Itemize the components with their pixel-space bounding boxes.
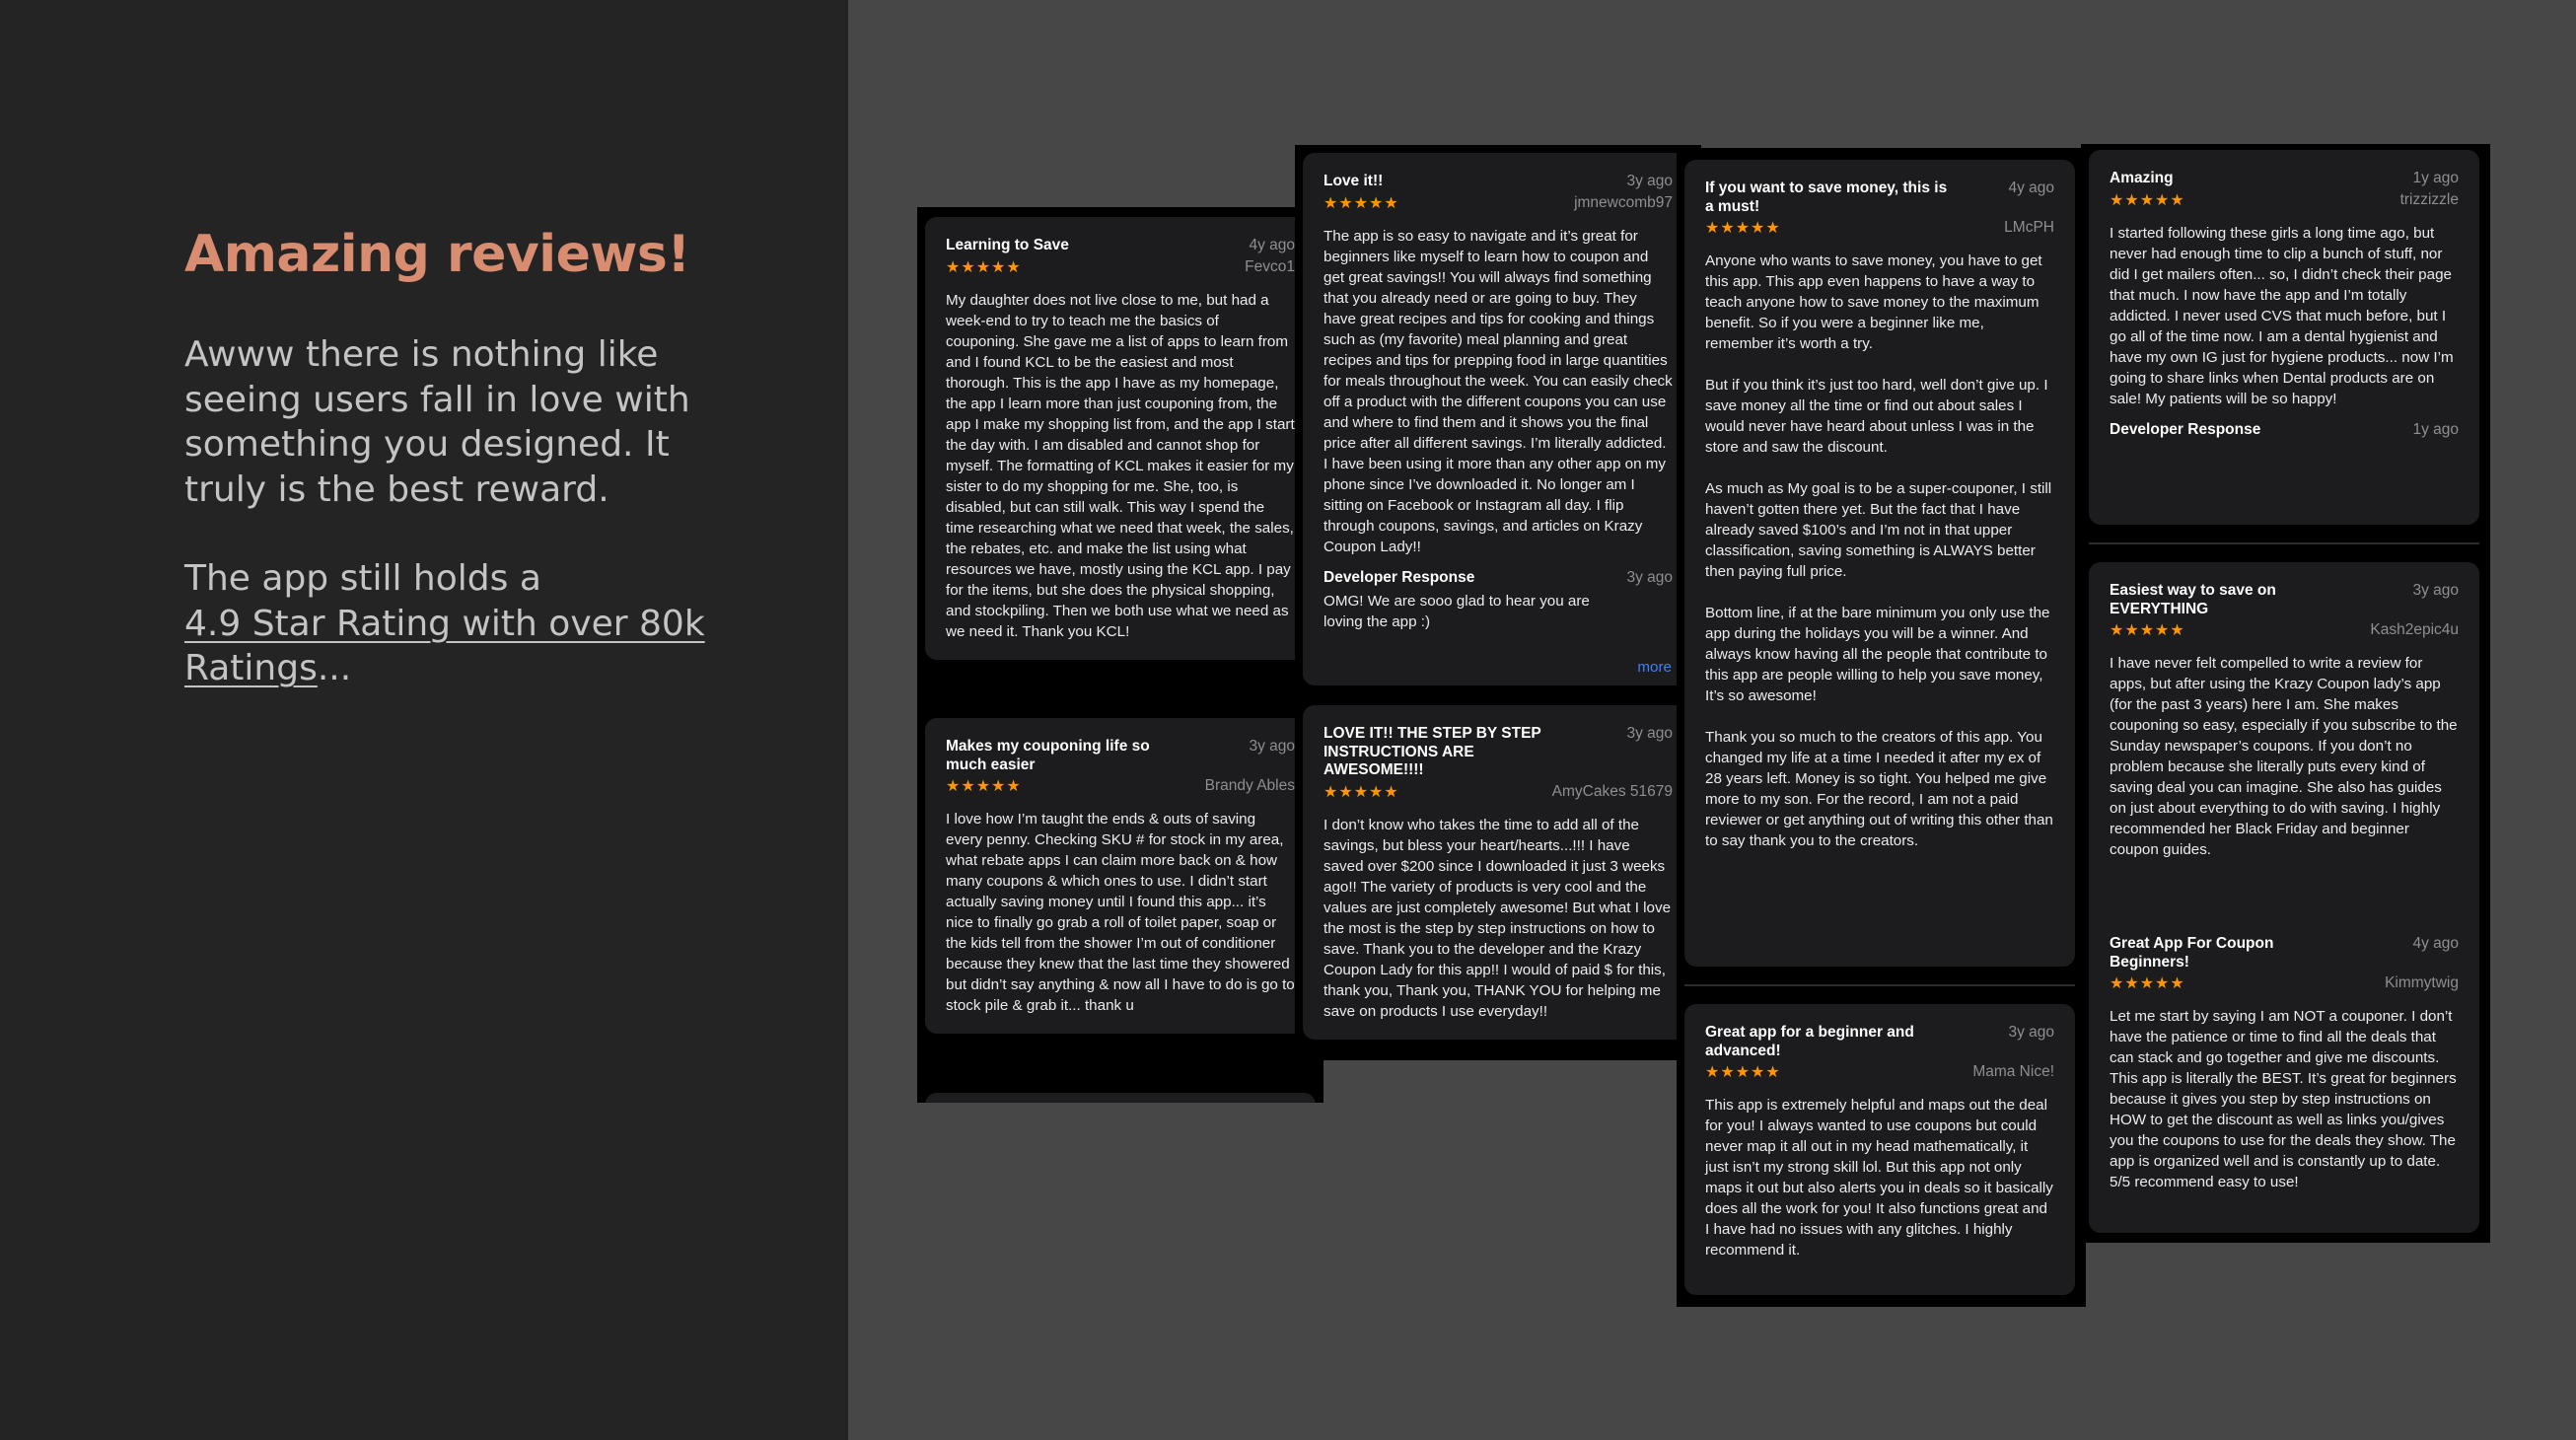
review-author: Kash2epic4u <box>2370 621 2459 638</box>
review-author: Kimmytwig <box>2385 974 2459 991</box>
review-body: This app is extremely helpful and maps out the deal for you! I always wanted to use coupons but could never map it all out in my head mathematically, it just isn’t my strong skill lol. But this app not only maps it out but also alerts you in deals so it basically does all the work for you! It also functions great and I have had no issues with any glitches. I highly recommend it. <box>1705 1097 2053 1259</box>
rating-lead-text: The app still holds a <box>184 558 541 599</box>
developer-response-label: Developer Response <box>2110 420 2261 438</box>
next-review-card-edge <box>925 1093 1316 1103</box>
review-date: 4y ago <box>2008 180 2054 196</box>
review-title: Learning to Save <box>946 237 1069 253</box>
review-author: AmyCakes 51679 <box>1551 782 1673 800</box>
review-author: Mama Nice! <box>1972 1063 2054 1080</box>
review-card <box>925 718 1316 1034</box>
card-divider <box>1684 984 2075 986</box>
intro-paragraph: Awww there is nothing like seeing users fall in love with something you designed. It truly is the best reward. <box>184 334 690 510</box>
review-body: I don’t know who takes the time to add all of the savings, but bless your heart/hearts...!!! I have saved over $200 since I downloaded it just 3 weeks ago!! The variety of products is very cool and the values are just completely awesome! But what I love the most is the step by step instructions on how to save. Thank you to the developer and the Krazy Coupon Lady for this app!! I would of paid $ for this, thank you, Thank you, THANK YOU for helping me save on products I use everyday!! <box>1324 816 1672 1020</box>
review-card <box>2089 150 2479 525</box>
intro-panel <box>0 0 848 1440</box>
review-title: Makes my couponing life so much easier <box>946 738 1150 773</box>
review-date: 1y ago <box>2412 170 2459 186</box>
review-screenshot-4 <box>2081 144 2490 1243</box>
review-author: LMcPH <box>2004 219 2054 236</box>
review-title: Great App For Coupon Beginners! <box>2110 935 2274 971</box>
review-card <box>1684 160 2075 967</box>
developer-response-label: Developer Response <box>1324 568 1475 586</box>
review-body: My daughter does not live close to me, but had a week-end to try to teach me the basics of couponing. She gave me a list of apps to learn from and I found KCL to be the easiest and most thorough. This is the app I have as my homepage, the app I learn more than just couponing from, the app I make my shopping list from, and the app I start the day with. I am disabled and cannot shop for myself. The formatting of KCL makes it easier for my sister to do my shopping for me. She, too, is disabled, but can still walk. This way I spend the time researching what we need that week, the sales, the rebates, etc. and make the list using what resources we have, mostly using the KCL app. I pay for the items, but she does the physical shopping, and stockpiling. Then we both use what we need as we need it. Thank you KCL! <box>946 291 1295 640</box>
review-date: 3y ago <box>2008 1024 2054 1041</box>
review-title: Easiest way to save on EVERYTHING <box>2110 582 2276 617</box>
review-card <box>1303 705 1693 1040</box>
review-card <box>1303 153 1693 685</box>
review-date: 3y ago <box>1249 738 1295 755</box>
star-rating-icon: ★★★★★ <box>1324 194 1399 212</box>
review-date: 3y ago <box>1626 173 1673 189</box>
review-body: Let me start by saying I am NOT a couponer. I don’t have the patience or time to find all the deals that can stack and go together and give me discounts. This app is literally the BEST. It’s great for beginners because it gives you step by step instructions on HOW to get the discount as well as links you/gives you the coupons to use for the deals they show. The app is organized well and is constantly up to date. 5/5 recommend easy to use! <box>2110 1008 2457 1190</box>
review-date: 4y ago <box>1249 237 1295 253</box>
rating-link[interactable]: 4.9 Star Rating with over 80k Ratings <box>184 603 705 688</box>
rating-paragraph <box>184 556 737 691</box>
review-date: 4y ago <box>2412 935 2459 952</box>
star-rating-icon: ★★★★★ <box>1324 783 1399 801</box>
review-body: I love how I’m taught the ends & outs of saving every penny. Checking SKU # for stock in my area, what rebate apps I can claim more back on & how many coupons & which ones to use. I didn’t start actually saving money until I found this app... it’s nice to finally go grab a roll of toilet paper, soap or the kids tell from the shower I’m out of conditioner because they knew that the last time they showered but didn’t say anything & now all I have to do is go to stock pile & grab it... thank u <box>946 811 1295 1014</box>
developer-response-date: 3y ago <box>1626 568 1673 586</box>
review-title: LOVE IT!! THE STEP BY STEP INSTRUCTIONS ARE AWESOME!!!! <box>1324 725 1541 778</box>
rating-ellipsis: ... <box>317 648 352 688</box>
review-card <box>2089 915 2479 1233</box>
star-rating-icon: ★★★★★ <box>2110 622 2185 639</box>
star-rating-icon: ★★★★★ <box>1705 1064 1781 1081</box>
star-rating-icon: ★★★★★ <box>946 258 1022 276</box>
review-card <box>925 217 1316 660</box>
review-date: 3y ago <box>2412 582 2459 599</box>
star-rating-icon: ★★★★★ <box>946 778 1022 795</box>
review-title: Love it!! <box>1324 173 1384 189</box>
review-title: If you want to save money, this is a must! <box>1705 180 1948 215</box>
review-author: jmnewcomb97 <box>1574 193 1673 211</box>
review-body: I have never felt compelled to write a review for apps, but after using the Krazy Coupon lady’s app (for the past 3 years) here I am. She makes couponing so easy, especially if you subscribe to the Sunday newspaper’s coupons. If you don’t no problem because she literally puts every kind of saving deal you can imagine. She also has guides on just about everything to do with saving. I highly recommended her Black Friday and beginner coupon guides. <box>2110 655 2458 858</box>
review-card <box>1684 1004 2075 1295</box>
developer-response-body: OMG! We are sooo glad to hear you are loving the app :) <box>1324 592 1590 630</box>
more-link[interactable]: more <box>1637 659 1672 676</box>
developer-response-date: 1y ago <box>2412 420 2459 438</box>
review-author: trizzizzle <box>2399 190 2459 208</box>
review-author: Brandy Ables <box>1204 777 1295 794</box>
review-author: Fevco1 <box>1245 257 1295 275</box>
review-body: Anyone who wants to save money, you have to get this app. This app even happens to have a way to teach anyone how to save money to the maximum benefit. So if you were a beginner like me, remember it’s worth a try. But if you think it’s just too hard, well don’t give up. I save money all the time or find out about sales I would never have heard about unless I was in the store and saw the discount. As much as My goal is to be a super-couponer, I still haven’t gotten there yet. But the fact that I have already saved $100’s and I’m not in that upper classification, saving something is ALWAYS better then paying full price. Bottom line, if at the bare minimum you only use the app during the holidays you will be a winner. And always know having all the people that contribute to this app are people willing to help you save money, It’s so awesome! Thank you so much to the creators of this app. You changed my life at a time I needed it after my ex of 28 years left. Money is so tight. You helped me give more to my son. For the record, I am not a paid reviewer or get anything out of writing this other than to say thank you to the creators. <box>1705 252 2053 849</box>
review-title: Amazing <box>2110 170 2174 186</box>
card-divider <box>2089 542 2479 544</box>
review-body: I started following these girls a long time ago, but never had enough time to clip a bunch of stuff, nor did I get mailers often... so, I didn’t check their page that much. I now have the app and I’m totally addicted. I never used CVS that much before, but I go all of the time now. I am a dental hygienist and have my own IG just for hygiene products... now I’m going to share links when Dental products are on sale! My patients will be so happy! <box>2110 224 2454 407</box>
star-rating-icon: ★★★★★ <box>2110 975 2185 992</box>
review-title: Great app for a beginner and advanced! <box>1705 1024 1914 1059</box>
section-heading: Amazing reviews! <box>184 225 690 284</box>
review-screenshot-1 <box>917 207 1324 1103</box>
review-screenshot-3 <box>1677 148 2086 1307</box>
review-body: The app is so easy to navigate and it’s great for beginners like myself to learn how to coupon and get great savings!! You will always find something that you already need or are going to buy. They have great recipes and tips for cooking and things such as (my favorite) meal planning and great recipes and tips for prepping food in large quantities for meals throughout the week. You can easily check off a product with the different coupons you can use and where to find them and it shows you the final price after all different savings. I’m literally addicted. I have been using it more than any other app on my phone since I’ve downloaded it. No longer am I sitting on Facebook or Instagram all day. I flip through coupons, savings, and articles on Krazy Coupon Lady!! <box>1324 227 1673 555</box>
review-date: 3y ago <box>1626 725 1673 742</box>
star-rating-icon: ★★★★★ <box>1705 220 1781 237</box>
star-rating-icon: ★★★★★ <box>2110 191 2185 209</box>
review-screenshot-2 <box>1295 145 1701 1060</box>
